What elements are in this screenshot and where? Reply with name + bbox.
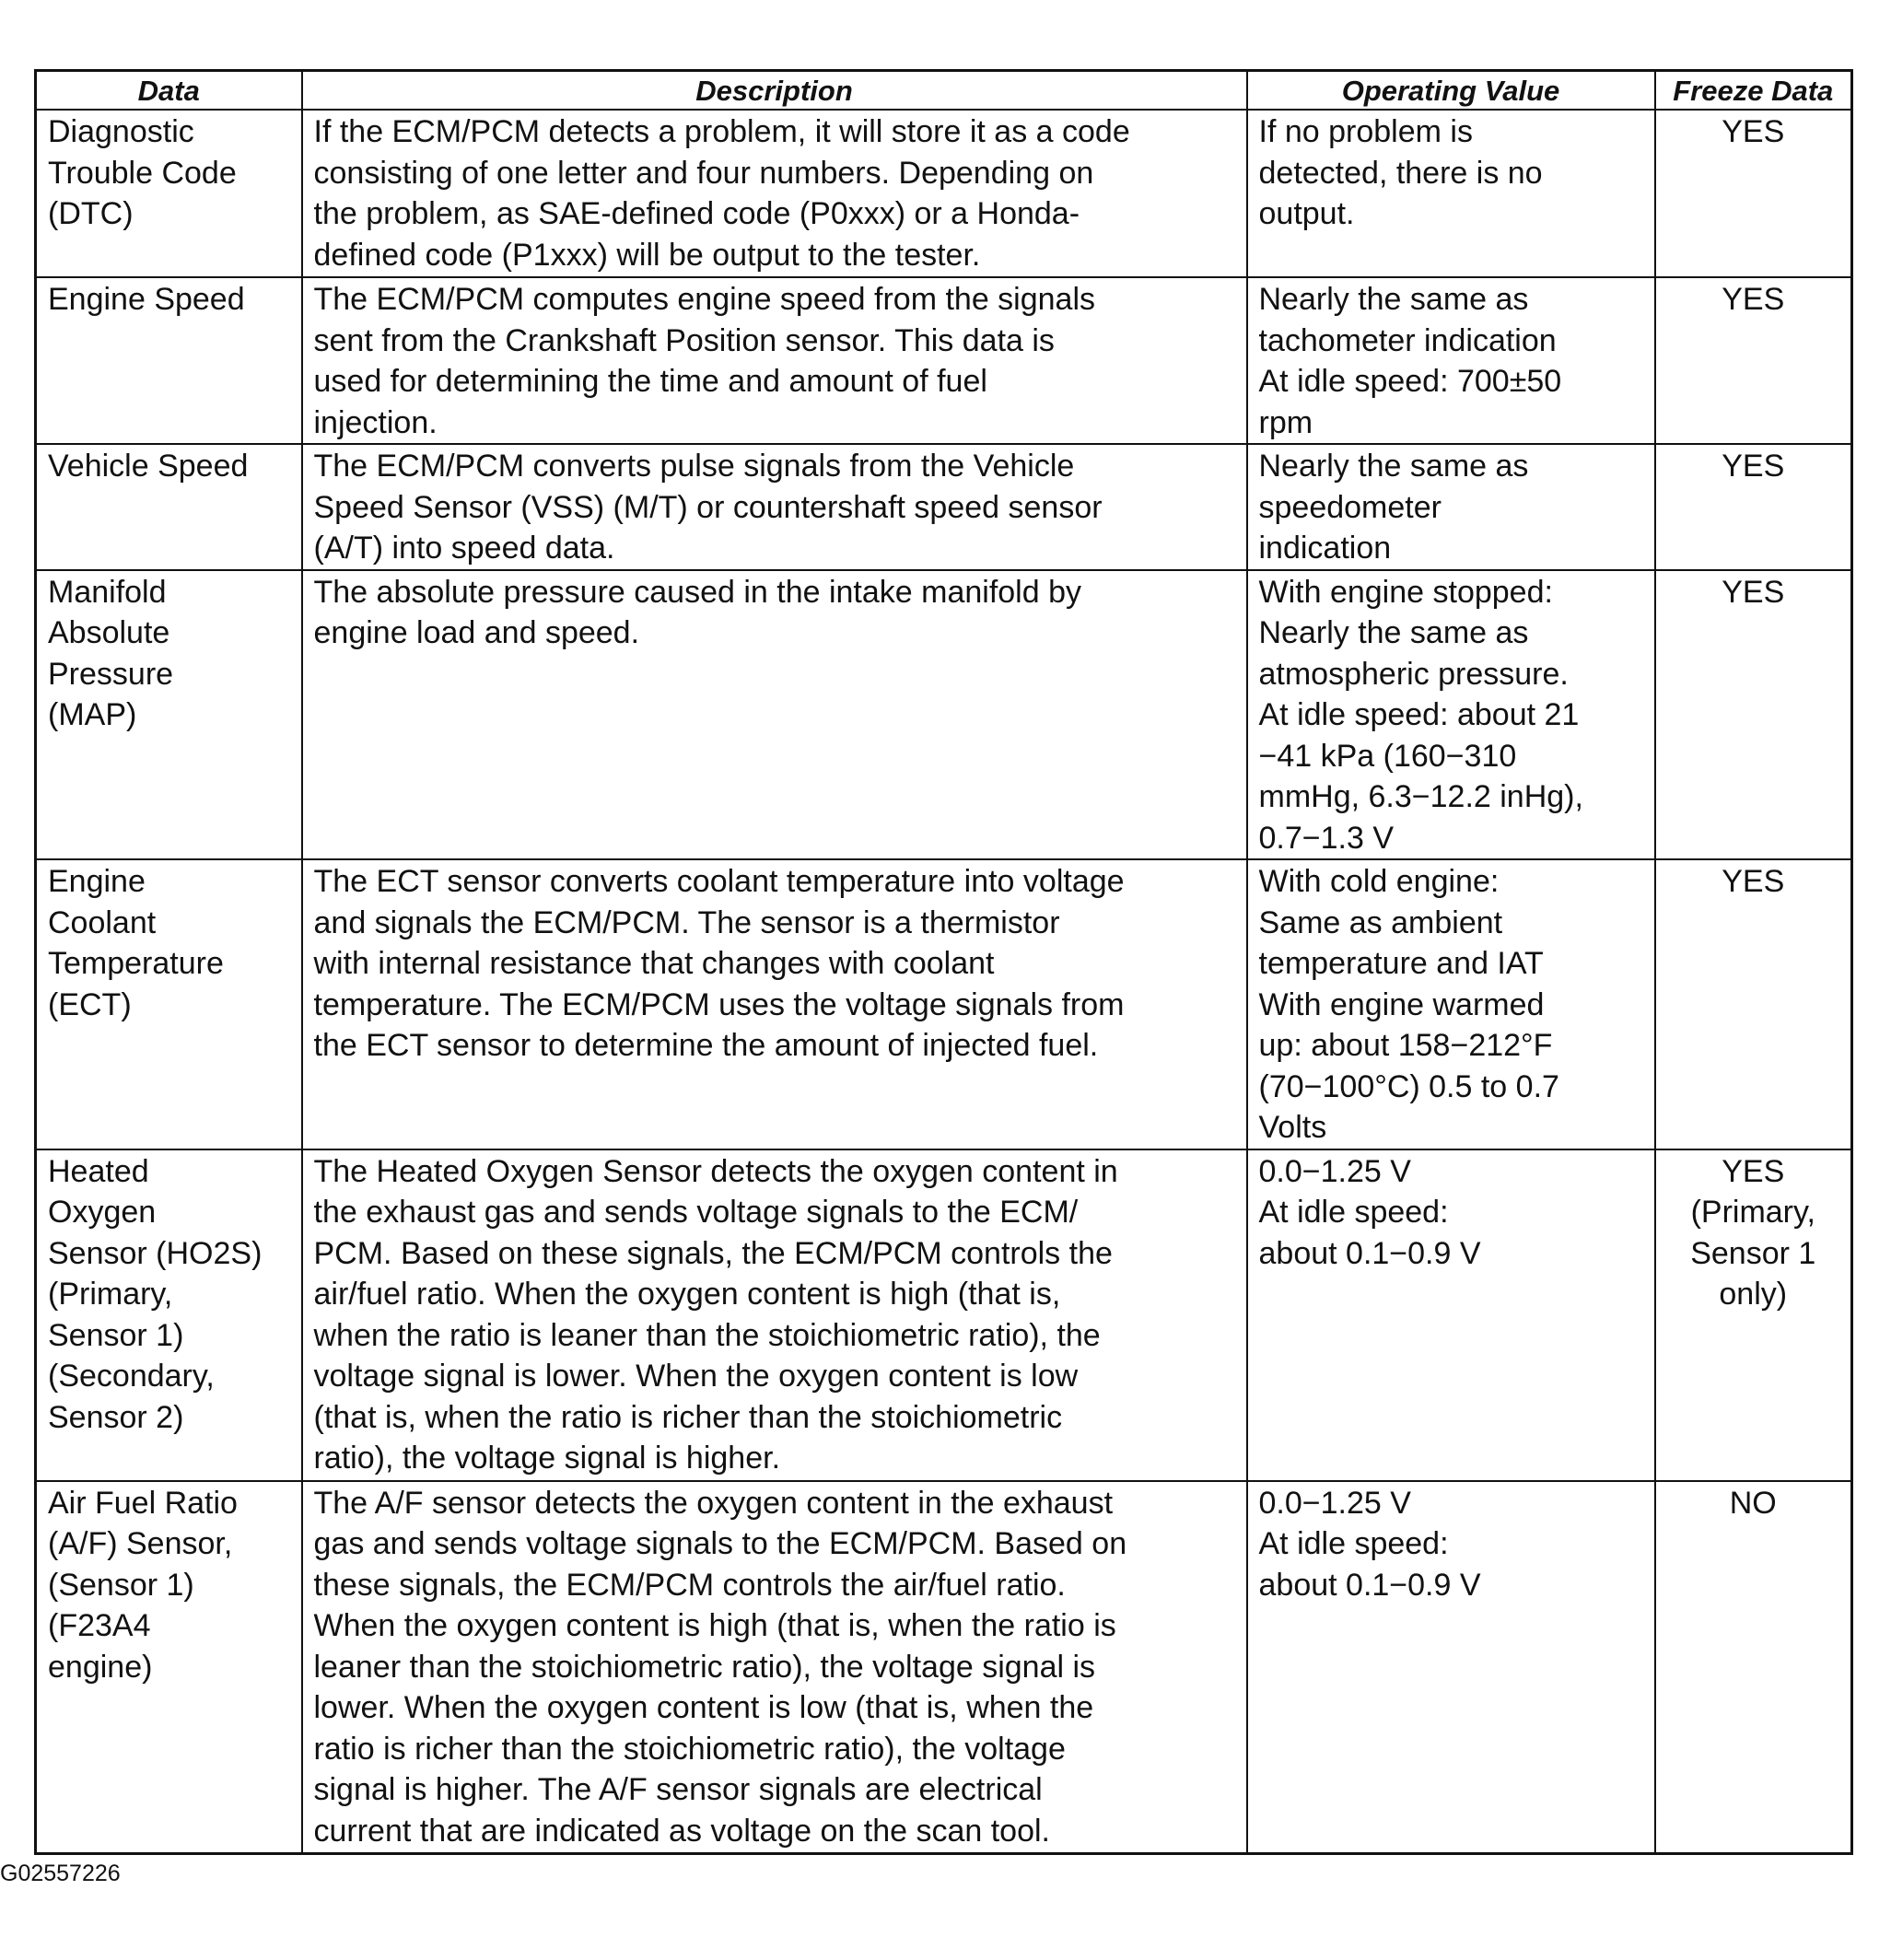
figure-id: G02557226 [0,1861,121,1886]
cell-freeze-data: YES [1655,277,1852,444]
cell-freeze-data: YES [1655,570,1852,860]
header-description: Description [302,71,1247,111]
table-row [36,110,1852,277]
cell-freeze-data: YES [1655,444,1852,570]
cell-data: Heated Oxygen Sensor (HO2S) (Primary, Sensor 1) (Secondary, Sensor 2) [36,1149,302,1481]
cell-operating-value: 0.0−1.25 V At idle speed: about 0.1−0.9 V [1247,1481,1655,1854]
table-row [36,859,1852,1149]
cell-data: Vehicle Speed [36,444,302,570]
cell-freeze-data: YES [1655,859,1852,1149]
cell-data: Air Fuel Ratio (A/F) Sensor, (Sensor 1) (F23A4 engine) [36,1481,302,1854]
header-operating-value: Operating Value [1247,71,1655,111]
table-row [36,444,1852,570]
cell-description: The ECM/PCM converts pulse signals from the Vehicle Speed Sensor (VSS) (M/T) or countershaft speed sensor (A/T) into speed data. [302,444,1247,570]
data-table [34,69,1853,1855]
data-table-container [34,69,1850,1855]
cell-freeze-data: YES [1655,110,1852,277]
table-row [36,570,1852,860]
table-row [36,1481,1852,1854]
cell-operating-value: 0.0−1.25 V At idle speed: about 0.1−0.9 V [1247,1149,1655,1481]
cell-data: Diagnostic Trouble Code (DTC) [36,110,302,277]
cell-freeze-data: YES (Primary, Sensor 1 only) [1655,1149,1852,1481]
cell-description: The ECT sensor converts coolant temperature into voltage and signals the ECM/PCM. The sensor is a thermistor with internal resistance that changes with coolant temperature. The ECM/PCM uses the voltage signals from the ECT sensor to determine the amount of injected fuel. [302,859,1247,1149]
cell-description: The absolute pressure caused in the intake manifold by engine load and speed. [302,570,1247,860]
header-row [36,71,1852,111]
cell-operating-value: With cold engine: Same as ambient temperature and IAT With engine warmed up: about 158−212°F (70−100°C) 0.5 to 0.7 Volts [1247,859,1655,1149]
cell-operating-value: Nearly the same as tachometer indication At idle speed: 700±50 rpm [1247,277,1655,444]
table-row [36,277,1852,444]
table-row [36,1149,1852,1481]
cell-data: Engine Speed [36,277,302,444]
cell-description: If the ECM/PCM detects a problem, it will store it as a code consisting of one letter and four numbers. Depending on the problem, as SAE-defined code (P0xxx) or a Honda- defined code (P1xxx) will be output to the tester. [302,110,1247,277]
cell-operating-value: If no problem is detected, there is no output. [1247,110,1655,277]
cell-operating-value: Nearly the same as speedometer indication [1247,444,1655,570]
cell-data: Engine Coolant Temperature (ECT) [36,859,302,1149]
cell-freeze-data: NO [1655,1481,1852,1854]
header-freeze-data: Freeze Data [1655,71,1852,111]
cell-operating-value: With engine stopped: Nearly the same as atmospheric pressure. At idle speed: about 21 −41 kPa (160−310 mmHg, 6.3−12.2 inHg), 0.7−1.3 V [1247,570,1655,860]
header-data: Data [36,71,302,111]
cell-description: The A/F sensor detects the oxygen content in the exhaust gas and sends voltage signals to the ECM/PCM. Based on these signals, the ECM/PCM controls the air/fuel ratio. When the oxygen content is high (that is, when the ratio is leaner than the stoichiometric ratio), the voltage signal is lower. When the oxygen content is low (that is, when the ratio is richer than the stoichiometric ratio), the voltage signal is higher. The A/F sensor signals are electrical current that are indicated as voltage on the scan tool. [302,1481,1247,1854]
cell-description: The ECM/PCM computes engine speed from the signals sent from the Crankshaft Position sensor. This data is used for determining the time and amount of fuel injection. [302,277,1247,444]
cell-description: The Heated Oxygen Sensor detects the oxygen content in the exhaust gas and sends voltage signals to the ECM/ PCM. Based on these signals, the ECM/PCM controls the air/fuel ratio. When the oxygen content is high (that is, when the ratio is leaner than the stoichiometric ratio), the voltage signal is lower. When the oxygen content is low (that is, when the ratio is richer than the stoichiometric ratio), the voltage signal is higher. [302,1149,1247,1481]
cell-data: Manifold Absolute Pressure (MAP) [36,570,302,860]
